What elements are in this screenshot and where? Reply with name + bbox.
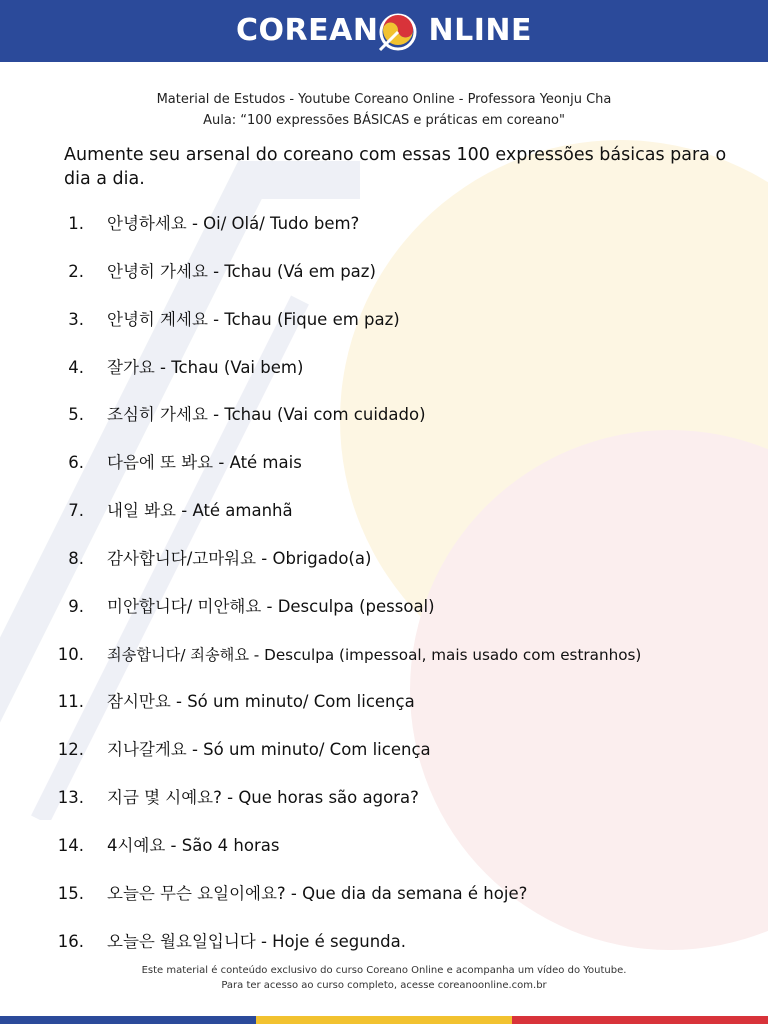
item-number: 7. xyxy=(68,501,84,520)
brand-logo-left: COREAN xyxy=(236,13,379,48)
list-item xyxy=(0,930,768,954)
item-text: 지금 몇 시예요? - Que horas são agora? xyxy=(107,788,419,807)
item-text: 다음에 또 봐요 - Até mais xyxy=(107,453,302,472)
item-number: 4. xyxy=(68,358,84,377)
item-text: 4시예요 - São 4 horas xyxy=(107,836,280,855)
item-text: 조심히 가세요 - Tchau (Vai com cuidado) xyxy=(107,405,426,424)
item-number: 2. xyxy=(68,262,84,281)
item-number: 3. xyxy=(68,310,84,329)
item-number: 1. xyxy=(68,214,84,233)
list-item xyxy=(0,690,768,714)
item-text: 감사합니다/고마워요 - Obrigado(a) xyxy=(107,549,372,568)
item-text: 안녕하세요 - Oi/ Olá/ Tudo bem? xyxy=(107,214,360,233)
item-text: 내일 봐요 - Até amanhã xyxy=(107,501,293,520)
list-item xyxy=(0,356,768,380)
intro-paragraph: Aumente seu arsenal do coreano com essas 100 expressões básicas para o dia a dia. xyxy=(64,145,727,189)
item-text: 오늘은 무슨 요일이에요? - Que dia da semana é hoje? xyxy=(107,884,528,903)
item-text: 오늘은 월요일입니다 - Hoje é segunda. xyxy=(107,932,406,951)
list-item xyxy=(0,451,768,475)
list-item xyxy=(0,499,768,523)
item-text: 안녕히 계세요 - Tchau (Fique em paz) xyxy=(107,310,400,329)
list-item xyxy=(0,882,768,906)
item-number: 14. xyxy=(57,836,84,855)
footer-stripe-blue xyxy=(0,1016,256,1024)
list-item xyxy=(0,834,768,858)
list-item xyxy=(0,595,768,619)
item-text: 지나갈게요 - Só um minuto/ Com licença xyxy=(107,740,431,759)
footer-stripe-yellow xyxy=(256,1016,512,1024)
document-subtitle-line2: Aula: “100 expressões BÁSICAS e práticas em coreano" xyxy=(203,113,565,128)
item-number: 13. xyxy=(57,788,84,807)
item-text: 미안합니다/ 미안해요 - Desculpa (pessoal) xyxy=(107,597,435,616)
item-number: 5. xyxy=(68,405,84,424)
footer-stripe-red xyxy=(512,1016,768,1024)
list-item xyxy=(0,260,768,284)
list-item xyxy=(0,308,768,332)
item-text: 잠시만요 - Só um minuto/ Com licença xyxy=(107,692,415,711)
item-number: 8. xyxy=(68,549,84,568)
footer-note-line2: Para ter acesso ao curso completo, acesse coreanoonline.com.br xyxy=(221,980,547,991)
document-subtitle-line1: Material de Estudos - Youtube Coreano Online - Professora Yeonju Cha xyxy=(156,92,612,107)
list-item xyxy=(0,786,768,810)
list-item xyxy=(0,403,768,427)
list-item xyxy=(0,212,768,236)
list-item xyxy=(0,547,768,571)
item-text: 죄송합니다/ 죄송해요 - Desculpa (impessoal, mais usado com estranhos) xyxy=(107,646,642,664)
item-number: 15. xyxy=(57,884,84,903)
item-number: 6. xyxy=(68,453,84,472)
item-number: 16. xyxy=(57,932,84,951)
item-text: 잘가요 - Tchau (Vai bem) xyxy=(107,358,304,377)
item-text: 안녕히 가세요 - Tchau (Vá em paz) xyxy=(107,262,376,281)
item-number: 9. xyxy=(68,597,84,616)
list-item xyxy=(0,738,768,762)
item-number: 12. xyxy=(57,740,84,759)
list-item xyxy=(0,643,768,667)
item-number: 10. xyxy=(57,645,84,664)
brand-logo-right: NLINE xyxy=(428,13,532,48)
footer-note-line1: Este material é conteúdo exclusivo do curso Coreano Online e acompanha um vídeo do Youtube. xyxy=(141,965,627,976)
item-number: 11. xyxy=(57,692,84,711)
